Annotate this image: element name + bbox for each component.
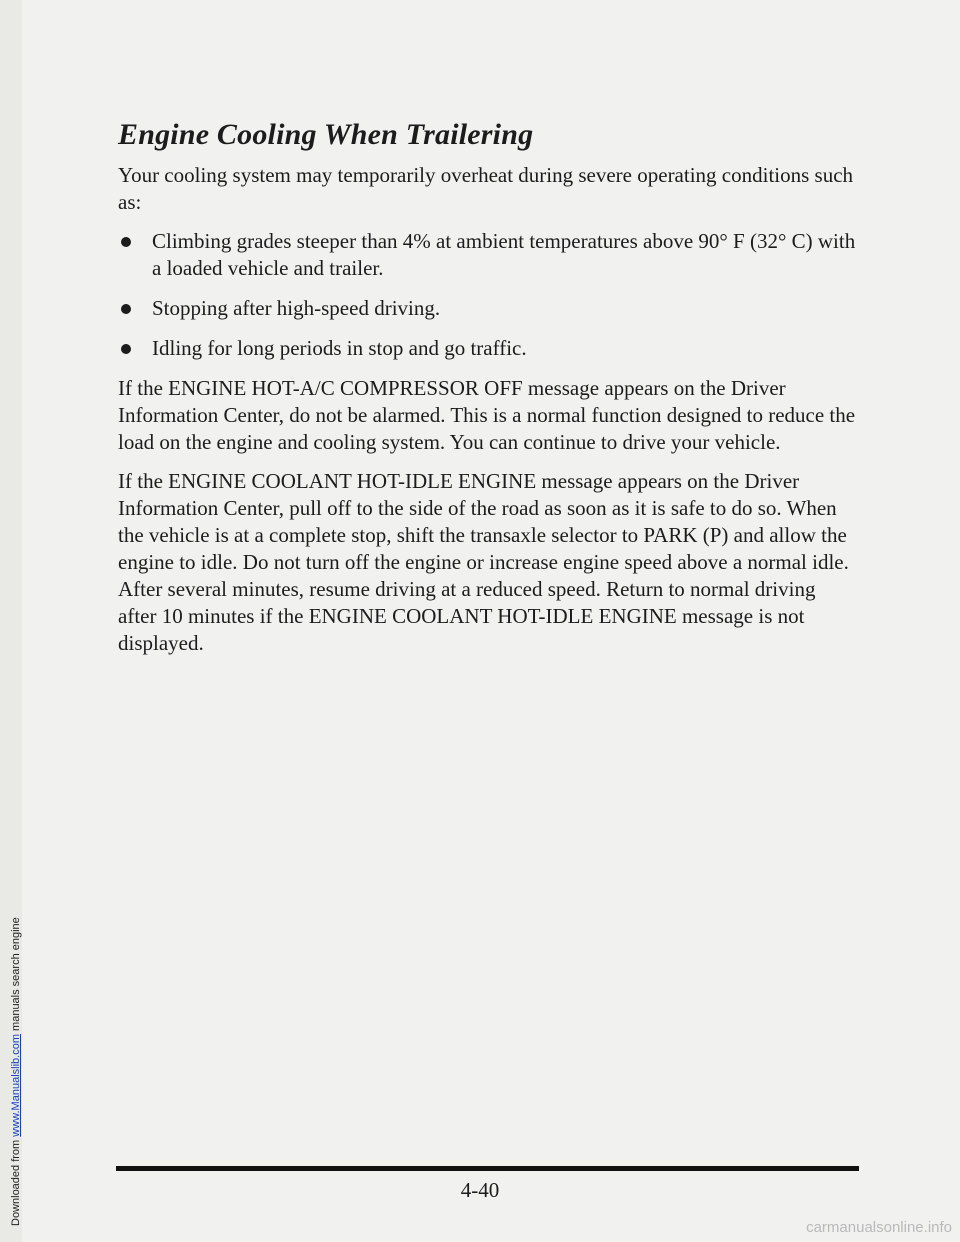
list-item bbox=[118, 295, 858, 322]
page-number: 4-40 bbox=[460, 1178, 500, 1202]
list-item bbox=[118, 335, 858, 362]
bullet-icon bbox=[121, 304, 131, 314]
manual-page-content bbox=[118, 118, 858, 669]
banner-suffix: manuals search engine bbox=[10, 917, 22, 1035]
list-item-text: Stopping after high-speed driving. bbox=[152, 296, 441, 320]
list-item bbox=[118, 228, 858, 282]
download-banner bbox=[6, 0, 20, 1242]
banner-prefix: Downloaded from bbox=[10, 1136, 22, 1226]
list-item-text: Climbing grades steeper than 4% at ambient temperatures above 90° F (32° C) with a loaded vehicle and trailer. bbox=[152, 229, 856, 280]
watermark: carmanualsonline.info bbox=[806, 1219, 952, 1236]
compressor-off-paragraph: If the ENGINE HOT-A/C COMPRESSOR OFF message appears on the Driver Information Center, do not be alarmed. This is a normal function designed to reduce the load on the engine and cooling system. You can continue to drive your vehicle. bbox=[118, 376, 856, 454]
section-heading: Engine Cooling When Trailering bbox=[118, 118, 534, 151]
intro-paragraph: Your cooling system may temporarily overheat during severe operating conditions such as: bbox=[118, 163, 854, 214]
list-item-text: Idling for long periods in stop and go traffic. bbox=[152, 336, 527, 360]
footer-rule bbox=[116, 1166, 859, 1171]
bullet-icon bbox=[121, 237, 131, 247]
bullet-icon bbox=[121, 344, 131, 354]
download-banner-text bbox=[10, 866, 22, 1226]
manualslib-link[interactable]: www.Manualslib.com bbox=[10, 1034, 22, 1137]
conditions-list bbox=[118, 228, 858, 362]
coolant-hot-paragraph: If the ENGINE COOLANT HOT-IDLE ENGINE message appears on the Driver Information Center, pull off to the side of the road as soon as it is safe to do so. When the vehicle is at a complete stop, shift the transaxle selector to PARK (P) and allow the engine to idle. Do not turn off the engine or increase engine speed above a normal idle. After several minutes, resume driving at a reduced speed. Return to normal driving after 10 minutes if the ENGINE COOLANT HOT-IDLE ENGINE message is not displayed. bbox=[118, 469, 849, 655]
